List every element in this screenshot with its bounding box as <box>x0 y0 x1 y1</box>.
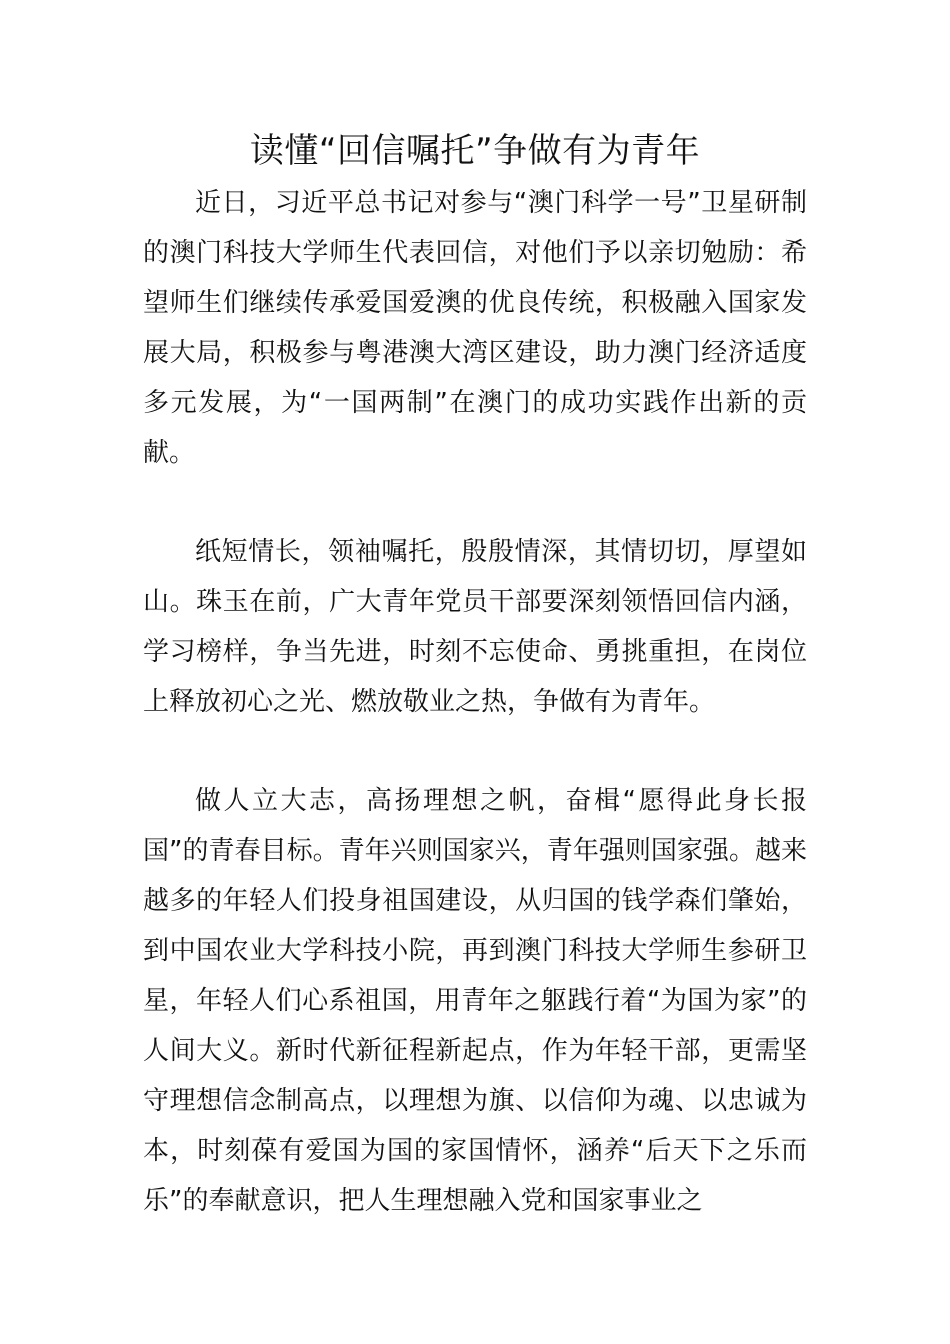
paragraph-1: 近日，习近平总书记对参与“澳门科学一号”卫星研制的澳门科技大学师生代表回信，对他们予以亲切勉励：希望师生们继续传承爱国爱澳的优良传统，积极融入国家发展大局，积极参与粤港澳大湾区建设，助力澳门经济适度多元发展，为“一国两制”在澳门的成功实践作出新的贡献。 <box>143 188 807 468</box>
document-title: 读懂“回信嘱托”争做有为青年 <box>249 131 701 171</box>
paragraph-3: 做人立大志，高扬理想之帆，奋楫“愿得此身长报国”的青春目标。青年兴则国家兴，青年强则国家强。越来越多的年轻人们投身祖国建设，从归国的钱学森们肇始，到中国农业大学科技小院，再到澳门科技大学师生参研卫星，年轻人们心系祖国，用青年之躯践行着“为国为家”的人间大义。新时代新征程新起点，作为年轻干部，更需坚守理想信念制高点，以理想为旗、以信仰为魂、以忠诚为本，时刻葆有爱国为国的家国情怀，涵养“后天下之乐而乐”的奉献意识，把人生理想融入党和国家事业之 <box>143 786 807 1216</box>
paragraph-2: 纸短情长，领袖嘱托，殷殷情深，其情切切，厚望如山。珠玉在前，广大青年党员干部要深刻领悟回信内涵，学习榜样，争当先进，时刻不忘使命、勇挑重担，在岗位上释放初心之光、燃放敬业之热，争做有为青年。 <box>143 537 807 717</box>
